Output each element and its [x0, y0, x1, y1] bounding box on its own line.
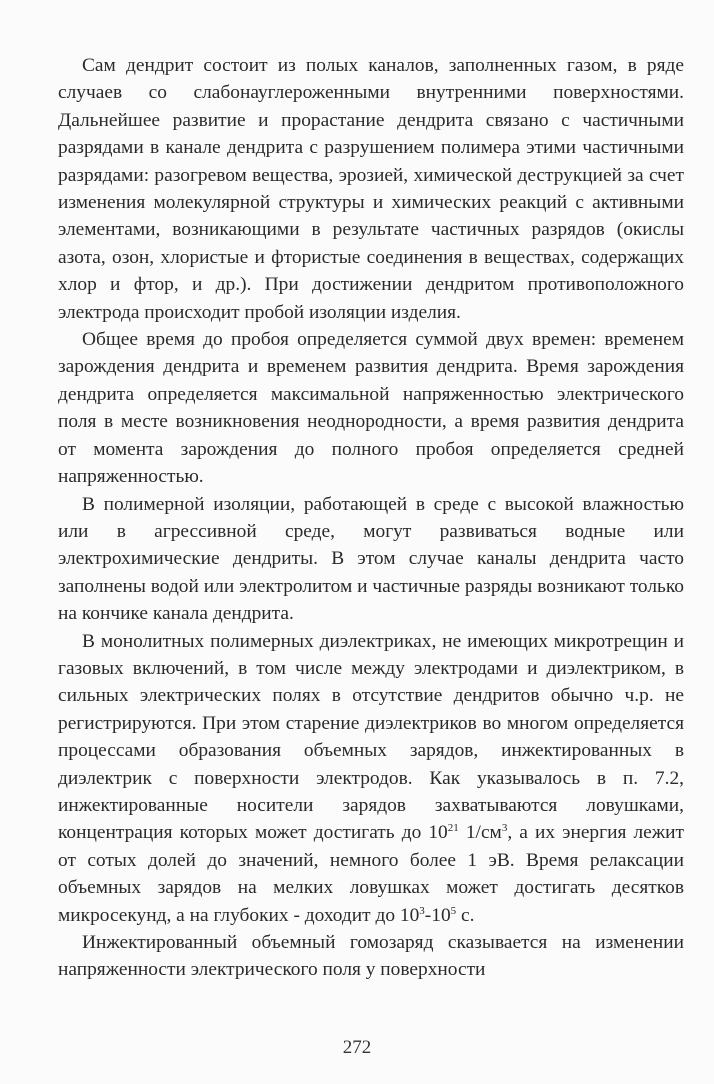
- text-run: с.: [456, 904, 475, 926]
- superscript: 21: [447, 822, 459, 835]
- text-run: В монолитных полимерных диэлектриках, не имеющих микротрещин и газовых включений, в том числе между электродами и диэлектриком, в сильных электрических полях в отсутствие дендритов обычно ч.р. не регистрируются. При этом старение диэлектриков во многом определяется процессами образования объемных зарядов, инжектированных в диэлектрик с поверхности электродов. Как указывалось в п. 7.2, инжектированные носители зарядов захватываются ловушками, концентрация которых может достигать до 10: [58, 630, 684, 844]
- text-run: 1/см: [458, 822, 502, 844]
- text-run: Инжектированный объемный гомозаряд сказывается на изменении напряженности электрического поля у поверхности: [58, 932, 684, 981]
- superscript: 3: [501, 822, 508, 835]
- paragraph: [58, 491, 684, 628]
- paragraph: [58, 628, 684, 929]
- text-run: , а их энергия лежит от сотых долей до значений, немного более 1 эВ. Время релаксации объемных зарядов на мелких ловушках может достигать десятков микросекунд, а на глубоких - доходит до 10: [58, 822, 685, 926]
- paragraph: [58, 929, 684, 984]
- text-run: Общее время до пробоя определяется суммой двух времен: временем зарождения дендрита и временем развития дендрита. Время зарождения дендрита определяется максимальной напряженностью электрического поля в месте возникновения неоднородности, а время развития дендрита от момента зарождения до полного пробоя определяется средней напряженностью.: [58, 329, 684, 488]
- page-number: 272: [342, 1037, 372, 1058]
- page-body-text: [58, 52, 684, 984]
- text-run: -10: [424, 904, 451, 926]
- text-run: Сам дендрит состоит из полых каналов, заполненных газом, в ряде случаев со слабонауглероженными внутренними поверхностями. Дальнейшее развитие и прорастание дендрита связано с частичными разрядами в канале дендрита с разрушением полимера этими частичными разрядами: разогревом вещества, эрозией, химической деструкцией за счет изменения молекулярной структуры и химических реакций с активными элементами, возникающими в результате частичных разрядов (окислы азота, озон, хлористые и фтористые соединения в веществах, содержащих хлор и фтор, и др.). При достижении дендритом противоположного электрода происходит пробой изоляции изделия.: [58, 55, 684, 323]
- paragraph: [58, 326, 684, 490]
- superscript: 3: [419, 904, 425, 917]
- superscript: 5: [450, 904, 457, 917]
- paragraph: [58, 52, 684, 326]
- text-run: В полимерной изоляции, работающей в среде с высокой влажностью или в агрессивной среде, могут развиваться водные или электрохимические дендриты. В этом случае каналы дендрита часто заполнены водой или электролитом и частичные разряды возникают только на кончике канала дендрита.: [58, 493, 684, 625]
